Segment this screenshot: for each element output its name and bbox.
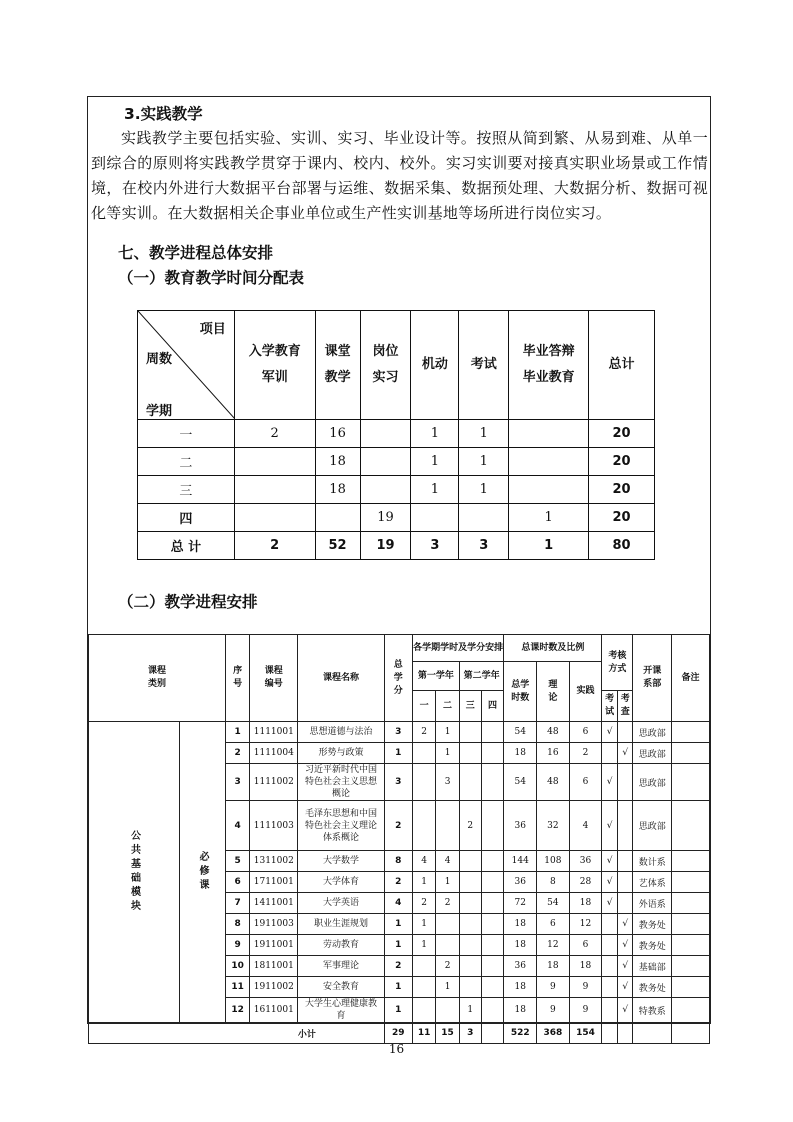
course-total-hours: 18 <box>504 914 537 935</box>
course-term3: 2 <box>459 801 481 851</box>
course-total-hours: 18 <box>504 977 537 998</box>
table1-cell <box>509 476 589 504</box>
subtotal-t3: 3 <box>459 1023 481 1044</box>
term3-header: 三 <box>459 691 481 722</box>
course-theory-hours: 9 <box>537 998 570 1023</box>
table1-cell: 1 <box>411 476 459 504</box>
table2-header-row-1 <box>89 635 710 662</box>
table1-header: 考试 <box>459 311 509 420</box>
course-code: 1111003 <box>250 801 298 851</box>
subtotal-theory: 368 <box>537 1023 570 1044</box>
table1-cell: 1 <box>459 476 509 504</box>
course-exam-mark: √ <box>602 801 618 851</box>
section3-paragraph: 实践教学主要包括实验、实训、实习、毕业设计等。按照从简到繁、从易到难、从单一到综合的原则将实践教学贯穿于课内、校内、校外。实习实训要对接真实职业场景或工作情境，在校内外进行大数据平台部署与运维、数据采集、数据预处理、大数据分析、数据可视化等实训。在大数据相关企事业单位或生产性实训基地等场所进行岗位实习。 <box>91 129 708 222</box>
course-total-hours: 36 <box>504 956 537 977</box>
course-term1 <box>412 764 435 801</box>
course-term1: 1 <box>412 914 435 935</box>
table1-cell: 20 <box>589 476 655 504</box>
subtotal-remark <box>672 1023 710 1044</box>
subtotal-row <box>89 1023 710 1044</box>
category-main: 公共基础模块 <box>128 830 140 914</box>
course-term4 <box>481 956 504 977</box>
course-credits: 2 <box>384 872 412 893</box>
course-remark <box>672 914 710 935</box>
course-term3 <box>459 914 481 935</box>
hours-group-header: 总课时数及比例 <box>504 635 602 662</box>
course-term4 <box>481 764 504 801</box>
course-seq: 7 <box>226 893 250 914</box>
course-name: 军事理论 <box>298 956 384 977</box>
course-check-mark: √ <box>617 935 633 956</box>
table1-cell <box>360 448 411 476</box>
course-name: 大学生心理健康教育 <box>298 998 384 1023</box>
table1-header: 岗位 实习 <box>360 311 411 420</box>
subtotal-exam <box>602 1023 618 1044</box>
course-practice-hours: 9 <box>569 977 602 998</box>
course-credits: 1 <box>384 998 412 1023</box>
course-name: 安全教育 <box>298 977 384 998</box>
table1-cell <box>234 476 315 504</box>
section7-heading: 七、教学进程总体安排 <box>118 244 274 262</box>
table1-cell <box>509 448 589 476</box>
course-term1 <box>412 977 435 998</box>
course-practice-hours: 18 <box>569 956 602 977</box>
course-term4 <box>481 935 504 956</box>
exam-header: 考 试 <box>602 691 618 722</box>
table1-total-cell: 3 <box>459 532 509 560</box>
course-check-mark <box>617 764 633 801</box>
subtotal-t4 <box>481 1023 504 1044</box>
course-dept: 思政部 <box>633 764 672 801</box>
course-exam-mark: √ <box>602 764 618 801</box>
course-dept: 教务处 <box>633 914 672 935</box>
course-credits: 1 <box>384 914 412 935</box>
course-theory-hours: 108 <box>537 851 570 872</box>
table1-cell <box>509 420 589 448</box>
course-term2: 1 <box>436 743 459 764</box>
table1-cell: 18 <box>315 476 360 504</box>
course-term2 <box>436 914 459 935</box>
table1-cell <box>234 504 315 532</box>
course-practice-hours: 36 <box>569 851 602 872</box>
course-total-hours: 144 <box>504 851 537 872</box>
course-practice-hours: 28 <box>569 872 602 893</box>
course-credits: 1 <box>384 935 412 956</box>
table1-cell: 19 <box>360 504 411 532</box>
course-name: 职业生涯规划 <box>298 914 384 935</box>
course-check-mark: √ <box>617 998 633 1023</box>
course-theory-hours: 18 <box>537 956 570 977</box>
course-seq: 3 <box>226 764 250 801</box>
course-exam-mark <box>602 998 618 1023</box>
theory-header: 理 论 <box>537 662 570 722</box>
table1-cell: 20 <box>589 448 655 476</box>
course-credits: 2 <box>384 801 412 851</box>
subtotal-label: 小计 <box>298 1023 384 1044</box>
course-remark <box>672 764 710 801</box>
course-credits: 8 <box>384 851 412 872</box>
course-term4 <box>481 851 504 872</box>
course-term4 <box>481 743 504 764</box>
course-remark <box>672 893 710 914</box>
table1-cell <box>315 504 360 532</box>
course-code: 1611001 <box>250 998 298 1023</box>
subtotal-t2: 15 <box>436 1023 459 1044</box>
course-term1: 1 <box>412 872 435 893</box>
course-remark <box>672 743 710 764</box>
course-term1: 2 <box>412 722 435 743</box>
course-code: 1111002 <box>250 764 298 801</box>
table1-header: 毕业答辩 毕业教育 <box>509 311 589 420</box>
course-name: 思想道德与法治 <box>298 722 384 743</box>
table1-row <box>138 420 655 448</box>
course-dept: 外语系 <box>633 893 672 914</box>
course-term2: 2 <box>436 893 459 914</box>
course-practice-hours: 2 <box>569 743 602 764</box>
table1-cell <box>411 504 459 532</box>
table1-term: 二 <box>138 448 235 476</box>
table1-term: 三 <box>138 476 235 504</box>
course-total-hours: 36 <box>504 872 537 893</box>
course-check-mark <box>617 851 633 872</box>
course-dept: 思政部 <box>633 801 672 851</box>
course-term4 <box>481 914 504 935</box>
course-term3 <box>459 935 481 956</box>
course-term1: 1 <box>412 935 435 956</box>
course-code: 1911003 <box>250 914 298 935</box>
course-term3 <box>459 743 481 764</box>
course-exam-mark <box>602 743 618 764</box>
course-code: 1711001 <box>250 872 298 893</box>
course-practice-hours: 4 <box>569 801 602 851</box>
course-name: 劳动教育 <box>298 935 384 956</box>
corner-label-item: 项目 <box>199 322 226 337</box>
course-exam-mark: √ <box>602 872 618 893</box>
course-term3: 1 <box>459 998 481 1023</box>
table1-term: 一 <box>138 420 235 448</box>
year2-header: 第二学年 <box>459 662 504 691</box>
course-seq: 8 <box>226 914 250 935</box>
seq-header: 序 号 <box>226 635 250 722</box>
course-name: 大学数学 <box>298 851 384 872</box>
course-practice-hours: 12 <box>569 914 602 935</box>
course-seq: 4 <box>226 801 250 851</box>
course-remark <box>672 956 710 977</box>
dept-header: 开课 系部 <box>633 635 672 722</box>
course-seq: 2 <box>226 743 250 764</box>
course-dept: 教务处 <box>633 935 672 956</box>
course-check-mark <box>617 722 633 743</box>
subtotal-practice: 154 <box>569 1023 602 1044</box>
course-theory-hours: 54 <box>537 893 570 914</box>
course-term1: 4 <box>412 851 435 872</box>
course-seq: 12 <box>226 998 250 1023</box>
table1-header: 入学教育 军训 <box>234 311 315 420</box>
course-remark <box>672 851 710 872</box>
subtotal-t1: 11 <box>412 1023 435 1044</box>
course-exam-mark <box>602 956 618 977</box>
course-practice-hours: 6 <box>569 935 602 956</box>
term2-header: 二 <box>436 691 459 722</box>
course-row <box>89 722 710 743</box>
course-name: 大学英语 <box>298 893 384 914</box>
course-remark <box>672 998 710 1023</box>
course-practice-hours: 18 <box>569 893 602 914</box>
course-term4 <box>481 998 504 1023</box>
course-code: 1111001 <box>250 722 298 743</box>
course-theory-hours: 9 <box>537 977 570 998</box>
table1-total-cell: 2 <box>234 532 315 560</box>
course-exam-mark: √ <box>602 851 618 872</box>
course-term1 <box>412 956 435 977</box>
subtotal-credits: 29 <box>384 1023 412 1044</box>
time-table-heading: （一）教育教学时间分配表 <box>118 269 305 287</box>
course-seq: 5 <box>226 851 250 872</box>
course-practice-hours: 6 <box>569 722 602 743</box>
table1-row <box>138 448 655 476</box>
course-exam-mark <box>602 935 618 956</box>
table1-total-label: 总 计 <box>138 532 235 560</box>
table1-header: 总计 <box>589 311 655 420</box>
course-term3 <box>459 872 481 893</box>
table1-header: 课堂 教学 <box>315 311 360 420</box>
course-dept: 数计系 <box>633 851 672 872</box>
course-term4 <box>481 801 504 851</box>
course-seq: 11 <box>226 977 250 998</box>
remark-header: 备注 <box>672 635 710 722</box>
course-term3 <box>459 977 481 998</box>
course-credits: 4 <box>384 893 412 914</box>
assess-header: 考核 方式 <box>602 635 633 691</box>
course-name: 大学体育 <box>298 872 384 893</box>
course-term2: 2 <box>436 956 459 977</box>
course-credits: 3 <box>384 722 412 743</box>
table1-total-cell: 1 <box>509 532 589 560</box>
table1-term: 四 <box>138 504 235 532</box>
code-header: 课程 编号 <box>250 635 298 722</box>
course-theory-hours: 6 <box>537 914 570 935</box>
table1-cell <box>234 448 315 476</box>
corner-label-weeks: 周数 <box>146 352 173 367</box>
course-term2: 1 <box>436 977 459 998</box>
course-theory-hours: 8 <box>537 872 570 893</box>
course-term1: 2 <box>412 893 435 914</box>
course-term3 <box>459 722 481 743</box>
course-theory-hours: 12 <box>537 935 570 956</box>
course-term4 <box>481 722 504 743</box>
course-check-mark <box>617 893 633 914</box>
name-header: 课程名称 <box>298 635 384 722</box>
course-code: 1311002 <box>250 851 298 872</box>
table1-row <box>138 504 655 532</box>
course-code: 1111004 <box>250 743 298 764</box>
course-name: 习近平新时代中国特色社会主义思想概论 <box>298 764 384 801</box>
course-code: 1911001 <box>250 935 298 956</box>
course-dept: 艺体系 <box>633 872 672 893</box>
course-term3 <box>459 893 481 914</box>
table1-cell <box>459 504 509 532</box>
check-header: 考 查 <box>617 691 633 722</box>
table1-total-cell: 80 <box>589 532 655 560</box>
course-credits: 2 <box>384 956 412 977</box>
category-sub: 必修课 <box>197 851 208 893</box>
table1-cell: 1 <box>459 420 509 448</box>
course-practice-hours: 9 <box>569 998 602 1023</box>
table1-total-cell: 3 <box>411 532 459 560</box>
term1-header: 一 <box>412 691 435 722</box>
course-practice-hours: 6 <box>569 764 602 801</box>
table1-total-cell: 19 <box>360 532 411 560</box>
course-code: 1411001 <box>250 893 298 914</box>
course-check-mark <box>617 872 633 893</box>
category-main-cell <box>89 722 180 1023</box>
course-term3 <box>459 764 481 801</box>
course-check-mark: √ <box>617 956 633 977</box>
course-check-mark: √ <box>617 977 633 998</box>
course-term1 <box>412 998 435 1023</box>
course-check-mark: √ <box>617 914 633 935</box>
term4-header: 四 <box>481 691 504 722</box>
course-code: 1811001 <box>250 956 298 977</box>
subtotal-check <box>617 1023 633 1044</box>
category-sub-cell <box>180 722 226 1023</box>
course-total-hours: 18 <box>504 935 537 956</box>
table1-cell: 1 <box>411 420 459 448</box>
year1-header: 第一学年 <box>412 662 459 691</box>
terms-group-header: 各学期学时及学分安排 <box>412 635 503 662</box>
course-total-hours: 72 <box>504 893 537 914</box>
credits-header: 总 学 分 <box>384 635 412 722</box>
course-dept: 思政部 <box>633 743 672 764</box>
course-remark <box>672 722 710 743</box>
subtotal-label-cell <box>89 1023 298 1044</box>
total-hours-header: 总学 时数 <box>504 662 537 722</box>
time-allocation-table <box>137 310 655 560</box>
course-dept: 教务处 <box>633 977 672 998</box>
table1-cell: 2 <box>234 420 315 448</box>
table1-total-row <box>138 532 655 560</box>
course-credits: 1 <box>384 977 412 998</box>
table1-cell: 1 <box>411 448 459 476</box>
course-exam-mark: √ <box>602 893 618 914</box>
table1-cell: 16 <box>315 420 360 448</box>
section3-heading: 3.实践教学 <box>124 105 203 123</box>
table1-cell: 20 <box>589 504 655 532</box>
table1-row <box>138 476 655 504</box>
course-term4 <box>481 893 504 914</box>
course-seq: 9 <box>226 935 250 956</box>
table1-cell: 20 <box>589 420 655 448</box>
course-check-mark: √ <box>617 743 633 764</box>
course-term2 <box>436 935 459 956</box>
course-exam-mark: √ <box>602 722 618 743</box>
table1-cell: 18 <box>315 448 360 476</box>
course-remark <box>672 872 710 893</box>
category-header: 课程 类别 <box>89 635 226 722</box>
page-number: 16 <box>388 1042 405 1056</box>
table1-header-row <box>138 311 655 420</box>
course-code: 1911002 <box>250 977 298 998</box>
course-check-mark <box>617 801 633 851</box>
course-term3 <box>459 956 481 977</box>
course-theory-hours: 48 <box>537 722 570 743</box>
table1-cell: 1 <box>459 448 509 476</box>
course-remark <box>672 977 710 998</box>
subtotal-dept <box>633 1023 672 1044</box>
course-rows <box>89 722 710 1023</box>
course-total-hours: 54 <box>504 722 537 743</box>
course-seq: 6 <box>226 872 250 893</box>
course-term2 <box>436 998 459 1023</box>
course-schedule-table <box>88 634 710 1044</box>
course-term1 <box>412 801 435 851</box>
course-name: 毛泽东思想和中国特色社会主义理论体系概论 <box>298 801 384 851</box>
course-theory-hours: 32 <box>537 801 570 851</box>
course-term3 <box>459 851 481 872</box>
course-term2: 3 <box>436 764 459 801</box>
course-seq: 1 <box>226 722 250 743</box>
course-term2: 1 <box>436 872 459 893</box>
course-term2 <box>436 801 459 851</box>
course-theory-hours: 16 <box>537 743 570 764</box>
table1-total-cell: 52 <box>315 532 360 560</box>
table1-corner-cell <box>138 311 235 420</box>
practice-header: 实践 <box>569 662 602 722</box>
course-theory-hours: 48 <box>537 764 570 801</box>
course-exam-mark <box>602 977 618 998</box>
schedule-heading: （二）教学进程安排 <box>118 593 258 611</box>
course-exam-mark <box>602 914 618 935</box>
course-remark <box>672 935 710 956</box>
course-dept: 思政部 <box>633 722 672 743</box>
course-term1 <box>412 743 435 764</box>
course-dept: 基础部 <box>633 956 672 977</box>
course-remark <box>672 801 710 851</box>
table1-cell <box>360 476 411 504</box>
course-name: 形势与政策 <box>298 743 384 764</box>
course-dept: 特教系 <box>633 998 672 1023</box>
course-term2: 4 <box>436 851 459 872</box>
course-term2: 1 <box>436 722 459 743</box>
corner-label-term: 学期 <box>146 404 173 419</box>
table1-cell: 1 <box>509 504 589 532</box>
course-total-hours: 18 <box>504 743 537 764</box>
course-credits: 3 <box>384 764 412 801</box>
course-total-hours: 54 <box>504 764 537 801</box>
course-total-hours: 36 <box>504 801 537 851</box>
table1-header: 机动 <box>411 311 459 420</box>
course-seq: 10 <box>226 956 250 977</box>
course-total-hours: 18 <box>504 998 537 1023</box>
course-term4 <box>481 872 504 893</box>
course-term4 <box>481 977 504 998</box>
table1-cell <box>360 420 411 448</box>
subtotal-hours: 522 <box>504 1023 537 1044</box>
course-credits: 1 <box>384 743 412 764</box>
